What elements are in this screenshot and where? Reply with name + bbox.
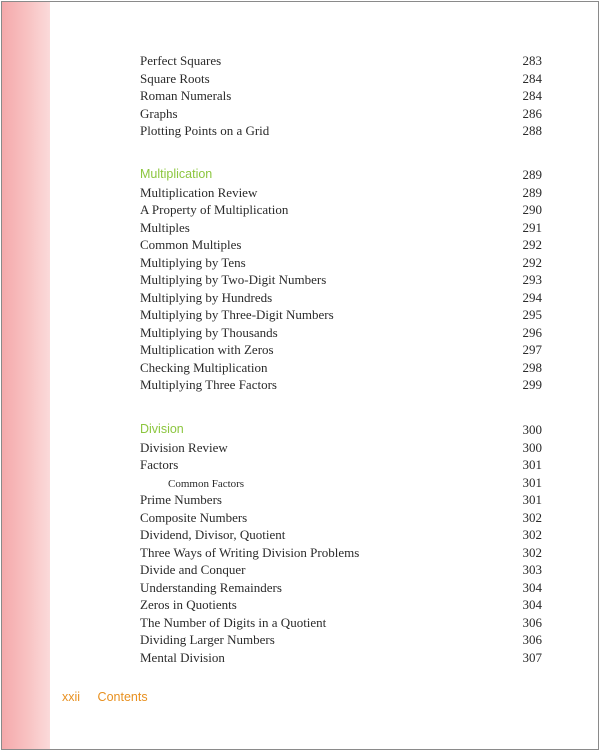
toc-entry[interactable] — [140, 579, 542, 597]
toc-entry-label: Multiplying Three Factors — [140, 377, 277, 392]
toc-entry-label: A Property of Multiplication — [140, 202, 289, 217]
toc-entry-label: Graphs — [140, 105, 178, 121]
section-heading-label: Multiplication — [140, 167, 213, 181]
toc-entry-page: 295 — [522, 307, 542, 322]
toc-entry-page: 289 — [522, 184, 542, 200]
toc-entry-page: 286 — [522, 105, 542, 121]
toc-entry[interactable] — [140, 87, 542, 105]
toc-entry-page: 300 — [522, 439, 542, 455]
toc-entry-page: 306 — [522, 632, 542, 647]
page-folio: xxii — [62, 690, 81, 704]
toc-entry-page: 301 — [522, 492, 542, 507]
toc-entry-label: Zeros in Quotients — [140, 597, 237, 612]
toc-entry[interactable] — [140, 631, 542, 649]
page-footer — [62, 690, 148, 704]
section-heading-label: Division — [140, 422, 184, 436]
toc-entry[interactable] — [140, 122, 542, 140]
toc-entry-page: 302 — [522, 527, 542, 542]
toc-entry[interactable] — [140, 376, 542, 394]
toc-entry-label: Common Multiples — [140, 237, 242, 252]
toc-entry[interactable] — [140, 509, 542, 527]
toc-entry[interactable] — [140, 306, 542, 324]
toc-entry-page: 299 — [522, 377, 542, 392]
toc-entry-page: 304 — [522, 579, 542, 595]
toc-entry-label: Perfect Squares — [140, 53, 222, 68]
toc-entry[interactable] — [140, 52, 542, 70]
toc-section-intro — [140, 52, 542, 140]
toc-entry-page: 292 — [522, 254, 542, 270]
toc-entry[interactable] — [140, 184, 542, 202]
toc-entry-page: 302 — [522, 509, 542, 525]
toc-entry-page: 301 — [522, 457, 542, 472]
toc-entry[interactable] — [140, 561, 542, 579]
toc-entry-label: Multiplying by Hundreds — [140, 289, 273, 305]
toc-entry-label: Multiplying by Tens — [140, 254, 246, 270]
toc-entry-page: 303 — [522, 562, 542, 577]
toc-entry-label: Dividing Larger Numbers — [140, 632, 275, 647]
section-heading-page: 289 — [522, 167, 542, 182]
toc-entry-page: 304 — [522, 597, 542, 612]
toc-entry[interactable] — [140, 649, 542, 667]
toc-entry-label: Multiplying by Three-Digit Numbers — [140, 307, 334, 322]
section-heading-division[interactable] — [140, 421, 542, 439]
toc-entry[interactable] — [140, 271, 542, 289]
toc-entry-label: Divide and Conquer — [140, 562, 246, 577]
toc-entry[interactable] — [140, 491, 542, 509]
toc-entry-page: 288 — [522, 123, 542, 138]
margin-color-band — [2, 2, 50, 749]
toc-entry[interactable] — [140, 219, 542, 237]
toc-entry-label: Factors — [140, 457, 179, 472]
toc-section-multiplication — [140, 166, 542, 394]
toc-section-division — [140, 421, 542, 666]
toc-entry-label: Dividend, Divisor, Quotient — [140, 527, 286, 542]
toc-entry[interactable] — [140, 359, 542, 377]
toc-entry[interactable] — [140, 105, 542, 123]
toc-entry[interactable] — [140, 201, 542, 219]
toc-entry-label: Plotting Points on a Grid — [140, 123, 270, 138]
toc-entry-page: 302 — [522, 544, 542, 560]
toc-entry-label: Composite Numbers — [140, 509, 248, 525]
toc-entry-page: 291 — [522, 219, 542, 235]
toc-entry-page: 284 — [522, 70, 542, 86]
toc-entry-page: 297 — [522, 342, 542, 357]
toc-entry-label: Roman Numerals — [140, 88, 232, 103]
toc-entry-label: Multiplying by Thousands — [140, 324, 278, 340]
toc-entry-label: Multiplication Review — [140, 184, 258, 200]
toc-entry-page: 283 — [522, 53, 542, 68]
toc-entry-page: 294 — [522, 289, 542, 305]
toc-entry-label: Square Roots — [140, 70, 210, 86]
toc-entry[interactable] — [140, 254, 542, 272]
toc-entry-label: Multiplication with Zeros — [140, 342, 274, 357]
toc-entry-label: Prime Numbers — [140, 492, 222, 507]
toc-entry-page: 292 — [522, 237, 542, 252]
toc-entry[interactable] — [140, 341, 542, 359]
toc-entry[interactable] — [140, 236, 542, 254]
toc-entry-label: Checking Multiplication — [140, 359, 268, 375]
toc-entry[interactable] — [140, 544, 542, 562]
toc-entry-page: 284 — [522, 88, 542, 103]
section-heading-multiplication[interactable] — [140, 166, 542, 184]
toc-entry-page: 298 — [522, 359, 542, 375]
toc-entry-label: Three Ways of Writing Division Problems — [140, 544, 360, 560]
toc-entry[interactable] — [140, 324, 542, 342]
toc-entry[interactable] — [140, 439, 542, 457]
toc-entry-label: Mental Division — [140, 649, 225, 665]
toc-entry-label: Multiplying by Two-Digit Numbers — [140, 272, 327, 287]
toc-entry-label: Multiples — [140, 219, 190, 235]
toc-entry-page: 296 — [522, 324, 542, 340]
toc-entry-page: 290 — [522, 202, 542, 217]
toc-entry[interactable] — [140, 596, 542, 614]
toc-subentry-label: Common Factors — [168, 477, 245, 490]
toc-entry-page: 306 — [522, 614, 542, 630]
section-heading-page: 300 — [522, 422, 542, 437]
toc-entry[interactable] — [140, 614, 542, 632]
toc-entry[interactable] — [140, 70, 542, 88]
toc-entry-label: Understanding Remainders — [140, 579, 282, 595]
toc-entry[interactable] — [140, 456, 542, 474]
toc-entry-label: Division Review — [140, 439, 228, 455]
toc-entry-page: 293 — [522, 272, 542, 287]
toc-subentry-page: 301 — [522, 474, 542, 490]
toc-entry-page: 307 — [522, 649, 542, 665]
toc-entry[interactable] — [140, 289, 542, 307]
toc-entry-label: The Number of Digits in a Quotient — [140, 614, 327, 630]
footer-label: Contents — [97, 690, 148, 704]
toc-entry[interactable] — [140, 526, 542, 544]
toc-subentry[interactable] — [140, 474, 542, 492]
